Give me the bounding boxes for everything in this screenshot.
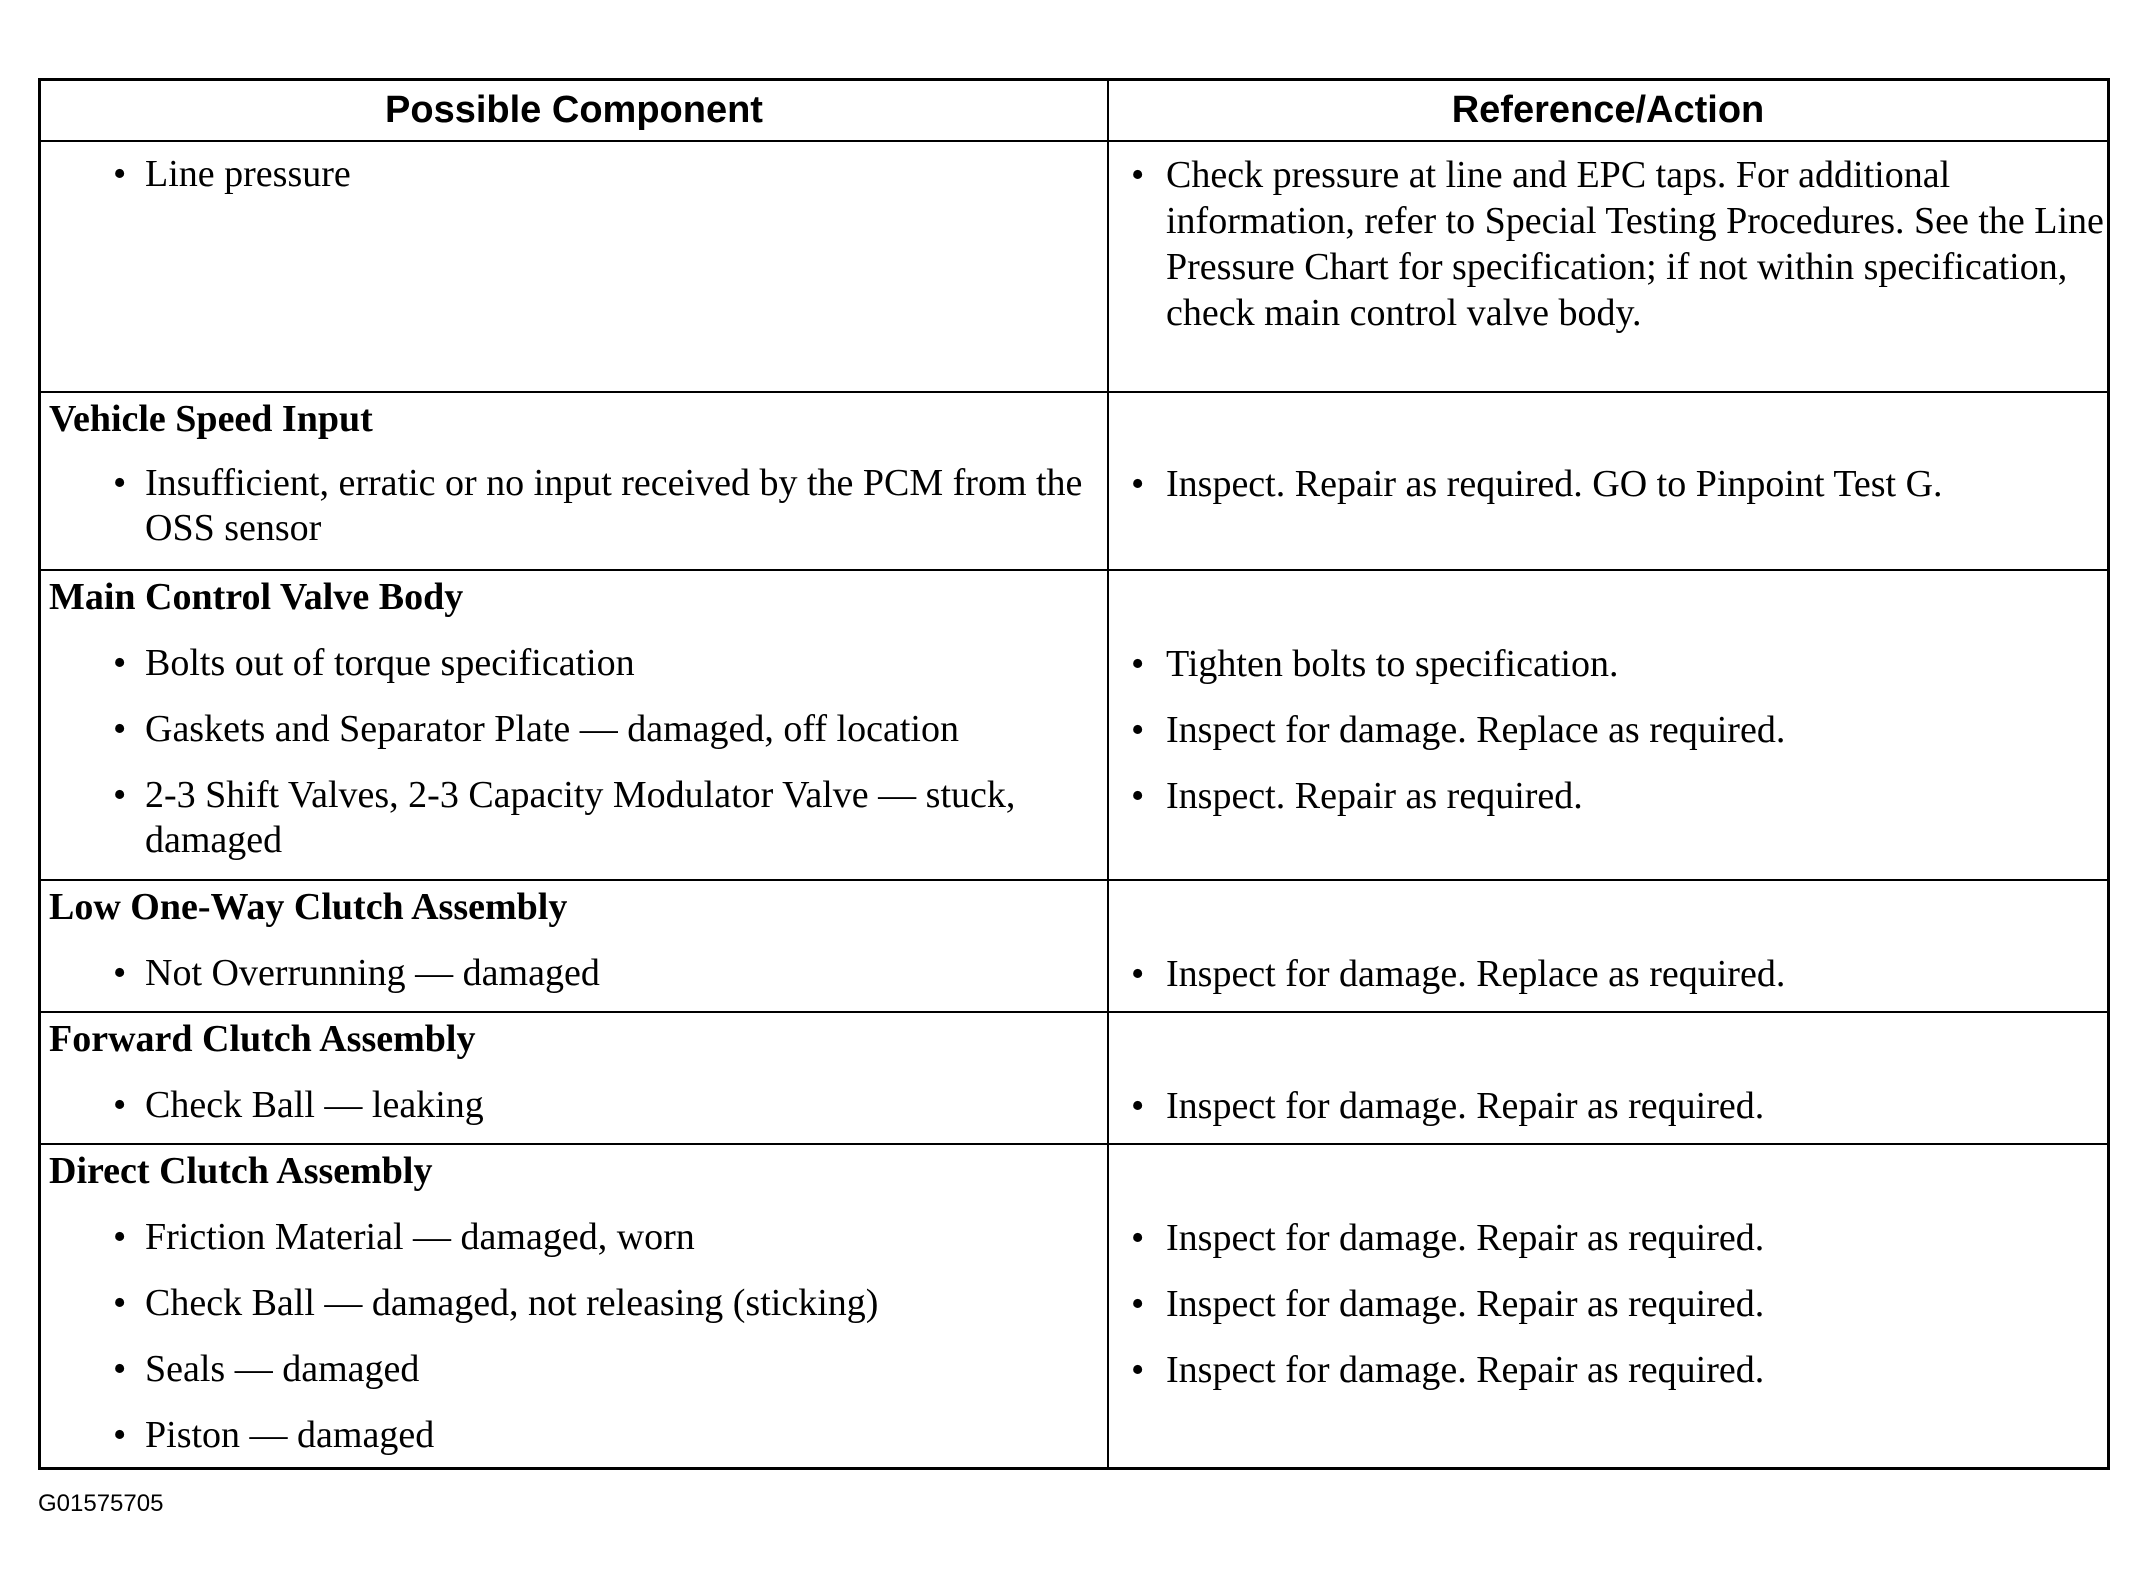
bullet-icon: •: [1131, 643, 1145, 685]
action-text: Inspect for damage. Repair as required.: [1166, 1349, 1765, 1391]
action-text: Tighten bolts to specification.: [1166, 643, 1619, 685]
action-text: Inspect for damage. Repair as required.: [1166, 1217, 1765, 1259]
group-title: Main Control Valve Body: [49, 576, 464, 618]
component-text: Line pressure: [145, 153, 351, 195]
action-cell-main-control-valve-body: [1109, 571, 2107, 881]
component-text: Bolts out of torque specification: [145, 642, 635, 684]
action-cell-vehicle-speed-input: [1109, 393, 2107, 571]
action-cell-forward-clutch: [1109, 1013, 2107, 1145]
diagnosis-table: [38, 78, 2110, 1470]
action-text: Inspect for damage. Repair as required.: [1166, 1283, 1765, 1325]
bullet-icon: •: [1131, 1085, 1145, 1127]
component-text: Gaskets and Separator Plate — damaged, off location: [145, 708, 959, 750]
action-text: Inspect. Repair as required. GO to Pinpoint Test G.: [1166, 463, 1943, 505]
group-title: Vehicle Speed Input: [49, 398, 373, 440]
component-text: Insufficient, erratic or no input received by the PCM from the OSS sensor: [145, 462, 1083, 549]
bullet-icon: •: [113, 708, 127, 750]
bullet-icon: •: [1131, 1283, 1145, 1325]
bullet-icon: •: [113, 1084, 127, 1126]
component-text: Piston — damaged: [145, 1414, 435, 1456]
bullet-icon: •: [1131, 154, 1145, 196]
bullet-icon: •: [113, 153, 127, 195]
component-cell-main-control-valve-body: [41, 571, 1109, 881]
action-text: Inspect for damage. Replace as required.: [1166, 953, 1786, 995]
component-text: Check Ball — leaking: [145, 1084, 484, 1126]
component-cell-vehicle-speed-input: [41, 393, 1109, 571]
group-title: Forward Clutch Assembly: [49, 1018, 476, 1060]
component-text: Not Overrunning — damaged: [145, 952, 600, 994]
component-text: Friction Material — damaged, worn: [145, 1216, 695, 1258]
bullet-icon: •: [113, 642, 127, 684]
bullet-icon: •: [1131, 1217, 1145, 1259]
bullet-icon: •: [113, 1282, 127, 1324]
component-cell-forward-clutch: [41, 1013, 1109, 1145]
action-text: Check pressure at line and EPC taps. For additional information, refer to Special Testing Procedures. See the Line Pressure Chart for specification; if not within specification, check main control valve body.: [1166, 154, 2104, 334]
bullet-icon: •: [113, 1348, 127, 1390]
bullet-icon: •: [1131, 463, 1145, 505]
component-text: Check Ball — damaged, not releasing (sticking): [145, 1282, 879, 1324]
bullet-icon: •: [113, 462, 127, 504]
bullet-icon: •: [1131, 709, 1145, 751]
group-title: Low One-Way Clutch Assembly: [49, 886, 568, 928]
component-cell-line-pressure: [41, 142, 1109, 393]
action-cell-low-one-way-clutch: [1109, 881, 2107, 1013]
header-possible-component: Possible Component: [41, 81, 1109, 142]
component-cell-low-one-way-clutch: [41, 881, 1109, 1013]
component-cell-direct-clutch: [41, 1145, 1109, 1467]
bullet-icon: •: [1131, 953, 1145, 995]
action-text: Inspect for damage. Repair as required.: [1166, 1085, 1765, 1127]
action-text: Inspect for damage. Replace as required.: [1166, 709, 1786, 751]
bullet-icon: •: [113, 774, 127, 816]
action-cell-line-pressure: [1109, 142, 2107, 393]
bullet-icon: •: [113, 952, 127, 994]
bullet-icon: •: [113, 1414, 127, 1456]
bullet-icon: •: [1131, 1349, 1145, 1391]
component-text: Seals — damaged: [145, 1348, 420, 1390]
bullet-icon: •: [113, 1216, 127, 1258]
header-reference-action: Reference/Action: [1109, 81, 2107, 142]
component-text: 2-3 Shift Valves, 2-3 Capacity Modulator Valve — stuck, damaged: [145, 774, 1016, 861]
figure-id-label: G01575705: [38, 1490, 164, 1517]
action-cell-direct-clutch: [1109, 1145, 2107, 1467]
action-text: Inspect. Repair as required.: [1166, 775, 1583, 817]
group-title: Direct Clutch Assembly: [49, 1150, 433, 1192]
bullet-icon: •: [1131, 775, 1145, 817]
